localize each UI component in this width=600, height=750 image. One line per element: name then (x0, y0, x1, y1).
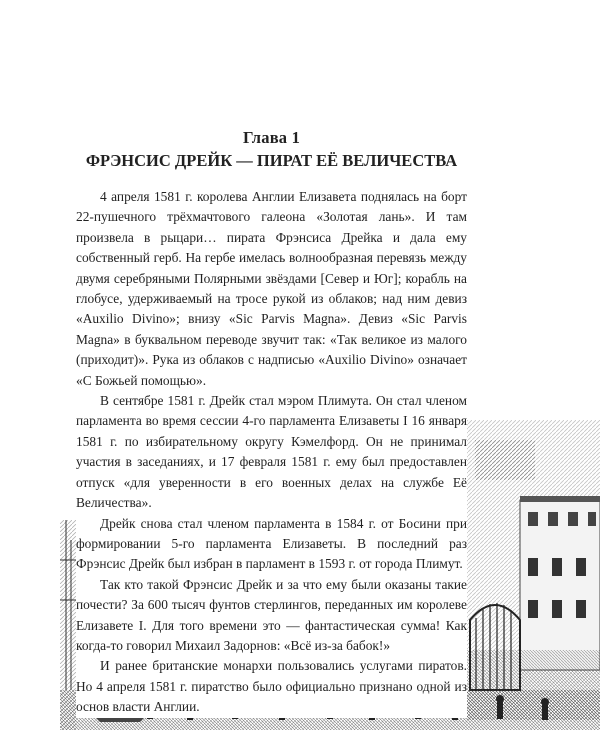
paragraph-2: В сентябре 1581 г. Дрейк стал мэром Плимута. Он стал членом парламента во время сессии 4-го парламента Елизаветы I 16 января 1581 г. по избирательному округу Кэмелфорд. Он не принимал участия в заседаниях, и 17 февраля 1581 г. ему был предоставлен отпуск «для уверенности в его военных делах на службе Её Величества». (76, 393, 467, 511)
chapter-text-block (76, 128, 467, 718)
paragraph-4: Так кто такой Фрэнсис Дрейк и за что ему были оказаны такие почести? За 600 тысяч фунтов стерлингов, переданных им королеве Елизавете I. Для того времени это — фантастическая сумма! Как когда-то говорил Михаил Задорнов: «Всё из-за бабок!» (76, 576, 467, 653)
paragraph-1: 4 апреля 1581 г. королева Англии Елизавета поднялась на борт 22-пушечного трёхмачтового галеона «Золотая лань». И там произвела в рыцари… пирата Фрэнсиса Дрейка и дала ему собственный герб. На гербе имелась волнообразная перевязь между двумя серебряными Полярными звёздами [Север и Юг]; корабль на глобусе, удерживаемый на тросе рукой из облаков; над ним девиз «Auxilio Divino»; внизу «Sic Parvis Magna». Девиз «Sic Parvis Magna» в буквальном переводе звучит так: «Так великое из малого (приходит)». Рука из облаков с надписью «Auxilio Divino» означает «С Божьей помощью». (76, 189, 467, 388)
paragraph-5: И ранее британские монархи пользовались услугами пиратов. Но 4 апреля 1581 г. пиратство было официально признано одной из основ власти Англии. (76, 658, 467, 715)
chapter-title: ФРЭНСИС ДРЕЙК — ПИРАТ ЕЁ ВЕЛИЧЕСТВА (85, 151, 458, 170)
chapter-number: Глава 1 (242, 128, 301, 147)
paragraph-3: Дрейк снова стал членом парламента в 1584 г. от Босини при формировании 5-го парламента Елизаветы. В последний раз Фрэнсис Дрейк был избран в парламент в 1593 г. от города Плимут. (76, 515, 467, 572)
